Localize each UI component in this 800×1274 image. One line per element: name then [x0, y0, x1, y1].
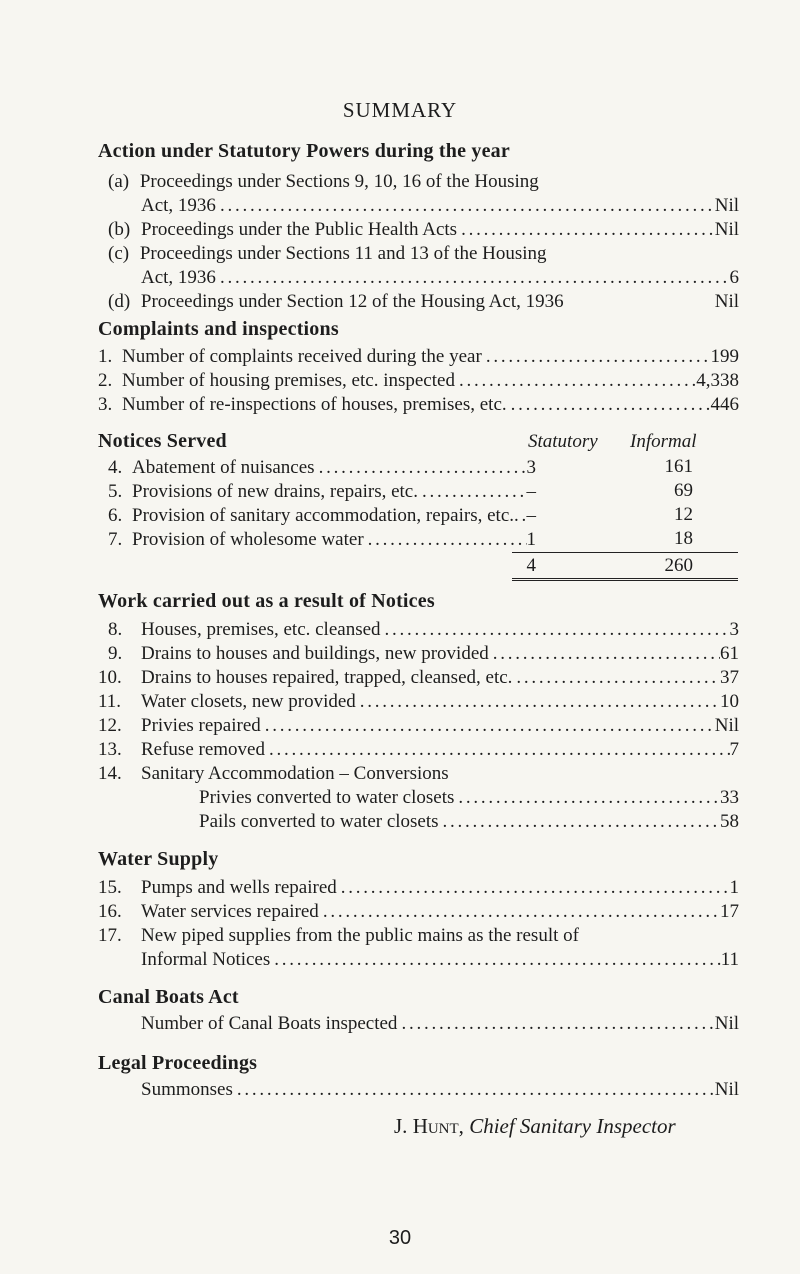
- statutory-item-a: [141, 194, 739, 218]
- item-label: Number of Canal Boats inspected: [141, 1013, 398, 1034]
- page-title: SUMMARY: [342, 98, 458, 122]
- item-label: Number of complaints received during the year: [122, 346, 482, 367]
- work-item: [98, 738, 739, 762]
- item-label: Sanitary Accommodation – Conversions: [141, 763, 449, 784]
- item-number: 6.: [108, 505, 123, 526]
- statutory-value: 1: [526, 529, 536, 550]
- total-informal: 260: [664, 555, 693, 576]
- item-label: Water services repaired: [141, 901, 319, 922]
- signature-title: Chief Sanitary Inspector: [469, 1114, 676, 1138]
- work-item: [108, 642, 739, 666]
- item-label: Informal Notices: [141, 949, 271, 970]
- item-label: Provision of sanitary accommodation, repairs, etc.: [132, 505, 515, 526]
- item-label: New piped supplies from the public mains as the result of: [141, 925, 579, 946]
- item-label: Water closets, new provided: [141, 691, 356, 712]
- statutory-heading: Action under Statutory Powers during the year: [98, 140, 510, 162]
- signature: [394, 1114, 676, 1139]
- statutory-item-d: [108, 290, 739, 314]
- item-number: 16.: [98, 901, 122, 922]
- item-label: Number of housing premises, etc. inspected: [122, 370, 455, 391]
- informal-value: 161: [664, 456, 693, 477]
- column-header-statutory: Statutory: [528, 431, 598, 452]
- notice-row: [108, 504, 536, 528]
- item-label: Pumps and wells repaired: [141, 877, 337, 898]
- item-number: 14.: [98, 763, 122, 784]
- notice-row: [108, 456, 536, 480]
- item-label: Drains to houses and buildings, new provided: [141, 643, 489, 664]
- item-value: Nil: [714, 1079, 739, 1100]
- item-value: 7: [729, 739, 739, 760]
- statutory-item-b: [108, 218, 739, 242]
- item-number: 12.: [98, 715, 122, 736]
- item-number: 10.: [98, 667, 122, 688]
- statutory-item-a-line1: [108, 170, 539, 194]
- notice-row: [108, 480, 536, 504]
- item-value: 3: [729, 619, 739, 640]
- complaints-item: [98, 345, 739, 369]
- item-number: 17.: [98, 925, 122, 946]
- informal-value: 12: [674, 504, 693, 525]
- item-label: Pails converted to water closets: [199, 811, 439, 832]
- work-heading: Work carried out as a result of Notices: [98, 590, 435, 612]
- notices-heading: Notices Served: [98, 430, 227, 452]
- item-value: Nil: [714, 195, 739, 216]
- item-label: Abatement of nuisances: [132, 457, 315, 478]
- item-value: Nil: [714, 291, 739, 312]
- statutory-value: –: [526, 481, 536, 502]
- item-number: 11.: [98, 691, 122, 712]
- item-value: 6: [729, 267, 739, 288]
- complaints-heading: Complaints and inspections: [98, 318, 339, 340]
- notice-row: [108, 528, 536, 552]
- item-label: Drains to houses repaired, trapped, cleansed, etc.: [141, 667, 513, 688]
- canal-heading: Canal Boats Act: [98, 986, 239, 1008]
- statutory-item-c: [141, 266, 739, 290]
- item-label: Refuse removed: [141, 739, 265, 760]
- item-value: 446: [710, 394, 739, 415]
- item-number: 1.: [98, 346, 113, 367]
- item-number: (d): [108, 291, 131, 312]
- item-label: Provisions of new drains, repairs, etc.: [132, 481, 418, 502]
- total-statutory: 4: [526, 555, 536, 576]
- total-rule-top: [512, 552, 738, 553]
- water-item: [141, 948, 739, 972]
- signature-initial: J.: [394, 1114, 408, 1138]
- item-value: 61: [720, 643, 739, 664]
- work-item: [98, 714, 739, 738]
- item-number: 4.: [108, 457, 123, 478]
- item-label: Privies repaired: [141, 715, 261, 736]
- item-label: Proceedings under Section 12 of the Housing Act, 1936: [140, 291, 564, 312]
- informal-value: 69: [674, 480, 693, 501]
- complaints-item: [98, 393, 739, 417]
- statutory-value: –: [526, 505, 536, 526]
- item-value: 10: [720, 691, 739, 712]
- item-label: Proceedings under Sections 11 and 13 of the Housing: [139, 243, 547, 264]
- item-value: 4,338: [696, 370, 739, 391]
- item-label: Act, 1936: [141, 195, 216, 216]
- work-sub-item: [199, 786, 739, 810]
- item-number: (a): [108, 171, 130, 192]
- item-number: (b): [108, 219, 131, 240]
- work-item: [98, 762, 449, 786]
- complaints-item: [98, 369, 739, 393]
- water-item: [98, 876, 739, 900]
- canal-item: [141, 1012, 739, 1036]
- item-number: 3.: [98, 394, 113, 415]
- item-value: 33: [720, 787, 739, 808]
- item-value: 1: [729, 877, 739, 898]
- legal-heading: Legal Proceedings: [98, 1052, 258, 1074]
- item-number: 5.: [108, 481, 123, 502]
- item-number: 8.: [108, 619, 123, 640]
- statutory-value: 3: [526, 457, 536, 478]
- statutory-item-c-line1: [108, 242, 547, 266]
- water-item: [98, 900, 739, 924]
- item-number: 13.: [98, 739, 122, 760]
- item-number: 2.: [98, 370, 113, 391]
- work-item: [98, 666, 739, 690]
- column-header-informal: Informal: [630, 431, 697, 452]
- item-value: 37: [720, 667, 739, 688]
- item-value: Nil: [714, 1013, 739, 1034]
- item-number: 7.: [108, 529, 123, 550]
- work-item: [98, 690, 739, 714]
- item-value: Nil: [714, 219, 739, 240]
- item-label: Summonses: [141, 1079, 233, 1100]
- item-number: 9.: [108, 643, 123, 664]
- legal-item: [141, 1078, 739, 1102]
- item-label: Proceedings under Sections 9, 10, 16 of the Housing: [139, 171, 539, 192]
- item-value: 17: [720, 901, 739, 922]
- water-heading: Water Supply: [98, 848, 219, 870]
- informal-value: 18: [674, 528, 693, 549]
- page-number: 30: [388, 1227, 412, 1249]
- item-label: Privies converted to water closets: [199, 787, 455, 808]
- item-label: Proceedings under the Public Health Acts: [141, 219, 458, 240]
- item-label: Provision of wholesome water: [132, 529, 364, 550]
- item-label: Act, 1936: [141, 267, 216, 288]
- item-value: 11: [720, 949, 739, 970]
- signature-name: Hunt,: [412, 1114, 464, 1138]
- water-item-17-line1: [98, 924, 579, 948]
- item-value: Nil: [714, 715, 739, 736]
- item-number: 15.: [98, 877, 122, 898]
- item-number: (c): [108, 243, 130, 264]
- work-sub-item: [199, 810, 739, 834]
- item-label: Number of re-inspections of houses, premises, etc.: [122, 394, 507, 415]
- work-item: [108, 618, 739, 642]
- item-label: Houses, premises, etc. cleansed: [141, 619, 381, 640]
- item-value: 199: [710, 346, 739, 367]
- total-rule-bottom: [512, 578, 738, 581]
- item-value: 58: [720, 811, 739, 832]
